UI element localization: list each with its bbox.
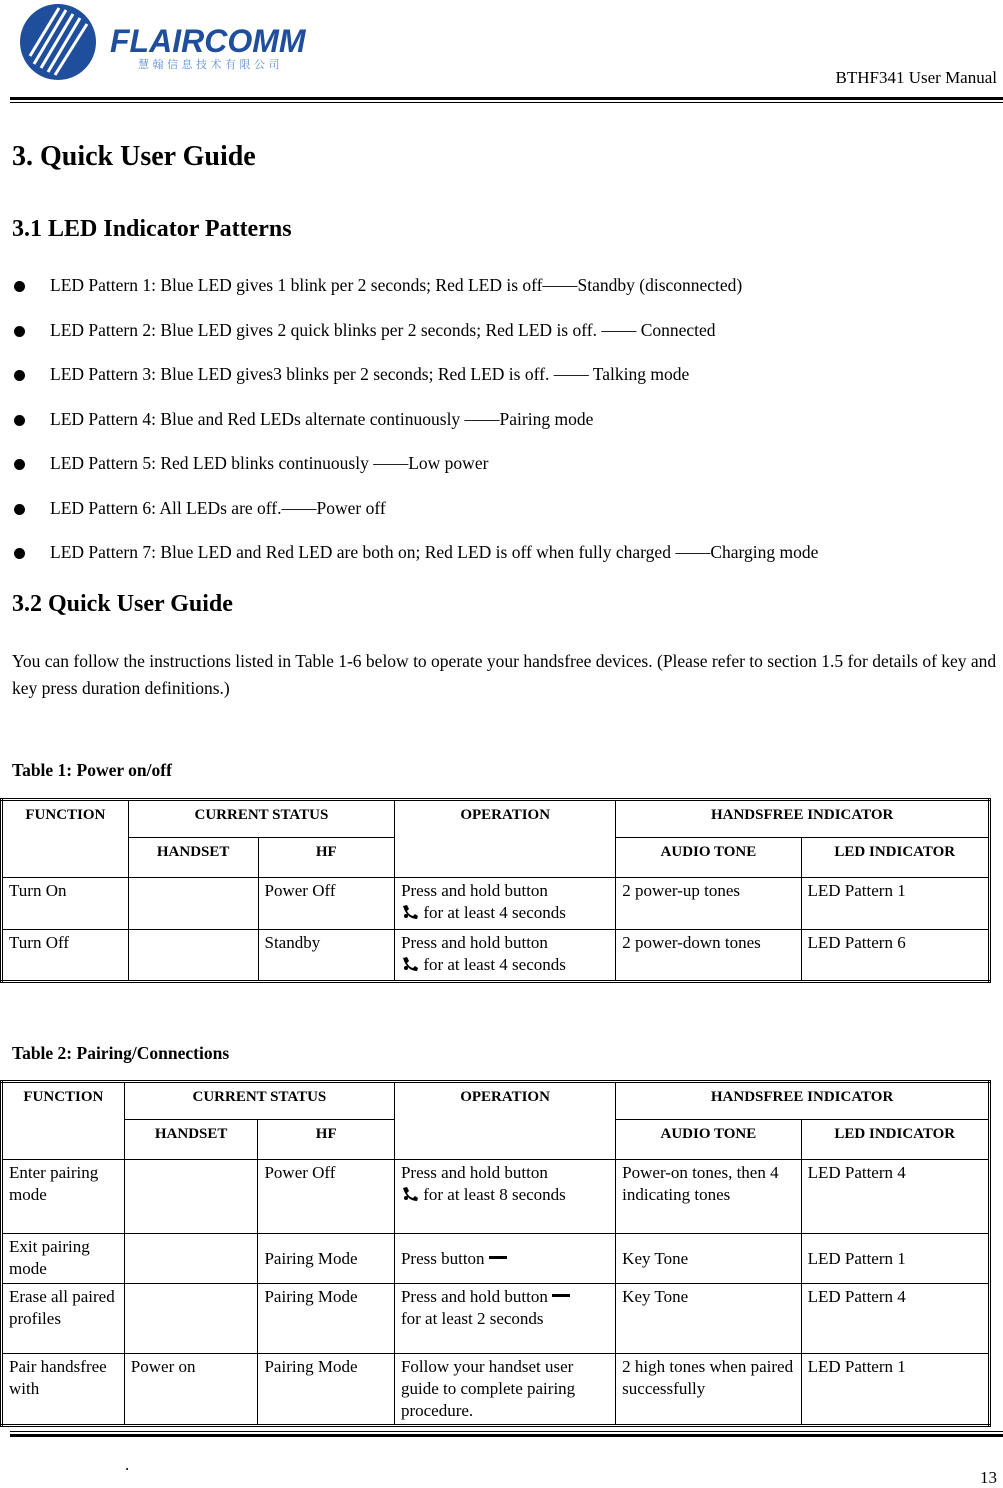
bullet-icon bbox=[14, 370, 25, 381]
footer-rule-thin bbox=[10, 1431, 1003, 1432]
header-hf: HF bbox=[258, 1120, 395, 1160]
logo-wordmark: FLAIRCOMM bbox=[110, 23, 306, 59]
header-function: FUNCTION bbox=[2, 800, 129, 878]
list-item: LED Pattern 3: Blue LED gives3 blinks per 2 seconds; Red LED is off. —— Talking mode bbox=[14, 364, 818, 409]
phone-handset-icon bbox=[401, 956, 419, 972]
power-table bbox=[0, 798, 991, 983]
list-item: LED Pattern 1: Blue LED gives 1 blink per 2 seconds; Red LED is off——Standby (disconnected) bbox=[14, 275, 818, 320]
header-led-indicator: LED INDICATOR bbox=[801, 1120, 989, 1160]
bullet-icon bbox=[14, 415, 25, 426]
page-number: 13 bbox=[980, 1468, 997, 1487]
header-handsfree-indicator: HANDSFREE INDICATOR bbox=[616, 1082, 990, 1120]
bullet-icon bbox=[14, 281, 25, 292]
intro-paragraph: You can follow the instructions listed in Table 1-6 below to operate your handsfree devices. (Please refer to section 1.5 for details of key and key press duration definitions.) bbox=[12, 651, 997, 698]
table-row: Enter pairing mode Power Off Press and hold button for at least 8 seconds Power-on tones, then 4 indicating tones LED Pattern 4 bbox=[2, 1160, 990, 1234]
bullet-icon bbox=[14, 548, 25, 559]
header-handsfree-indicator: HANDSFREE INDICATOR bbox=[616, 800, 990, 838]
phone-handset-icon bbox=[401, 904, 419, 920]
header-operation: OPERATION bbox=[395, 800, 616, 878]
company-logo bbox=[14, 2, 314, 82]
footer-rule bbox=[10, 1434, 1003, 1437]
footer-mark: . bbox=[125, 1455, 130, 1474]
header-rule-thin bbox=[10, 102, 1003, 103]
header-operation: OPERATION bbox=[394, 1082, 615, 1160]
table-row: Exit pairing mode Pairing Mode Press button Key Tone LED Pattern 1 bbox=[2, 1234, 990, 1284]
bullet-icon bbox=[14, 459, 25, 470]
header-audio-tone: AUDIO TONE bbox=[616, 1120, 801, 1160]
section-3-1-heading: 3.1 LED Indicator Patterns bbox=[12, 216, 292, 242]
dash-button-icon bbox=[489, 1256, 507, 1259]
bullet-icon bbox=[14, 326, 25, 337]
header-audio-tone: AUDIO TONE bbox=[616, 838, 801, 878]
table-2-caption: Table 2: Pairing/Connections bbox=[12, 1043, 230, 1063]
table-row: Erase all paired profiles Pairing Mode Press and hold button for at least 2 seconds Key Tone LED Pattern 4 bbox=[2, 1284, 990, 1354]
led-pattern-list bbox=[14, 275, 818, 587]
list-item: LED Pattern 6: All LEDs are off.——Power off bbox=[14, 498, 818, 543]
table-row: Turn On Power Off Press and hold button for at least 4 seconds 2 power-up tones LED Pattern 1 bbox=[2, 878, 990, 930]
header-led-indicator: LED INDICATOR bbox=[801, 838, 989, 878]
header-current-status: CURRENT STATUS bbox=[128, 800, 394, 838]
list-item: LED Pattern 5: Red LED blinks continuously ——Low power bbox=[14, 453, 818, 498]
section-3-2-heading: 3.2 Quick User Guide bbox=[12, 591, 233, 617]
list-item: LED Pattern 2: Blue LED gives 2 quick blinks per 2 seconds; Red LED is off. —— Connected bbox=[14, 320, 818, 365]
header-handset: HANDSET bbox=[128, 838, 258, 878]
bullet-icon bbox=[14, 504, 25, 515]
table-row: Pair handsfree with Power on Pairing Mode Follow your handset user guide to complete pairing procedure. 2 high tones when paired successfully LED Pattern 1 bbox=[2, 1354, 990, 1426]
pairing-table bbox=[0, 1080, 991, 1427]
table-row: Turn Off Standby Press and hold button for at least 4 seconds 2 power-down tones LED Pattern 6 bbox=[2, 930, 990, 982]
header-function: FUNCTION bbox=[2, 1082, 125, 1160]
header-current-status: CURRENT STATUS bbox=[124, 1082, 394, 1120]
section-3-heading: 3. Quick User Guide bbox=[12, 141, 256, 172]
header-hf: HF bbox=[258, 838, 395, 878]
header-rule bbox=[10, 97, 1003, 100]
header-handset: HANDSET bbox=[124, 1120, 258, 1160]
logo-subtext: 慧 翰 信 息 技 术 有 限 公 司 bbox=[138, 58, 280, 71]
list-item: LED Pattern 4: Blue and Red LEDs alternate continuously ——Pairing mode bbox=[14, 409, 818, 454]
list-item: LED Pattern 7: Blue LED and Red LED are both on; Red LED is off when fully charged ——Charging mode bbox=[14, 542, 818, 587]
table-1-caption: Table 1: Power on/off bbox=[12, 760, 172, 780]
dash-button-icon bbox=[552, 1294, 570, 1297]
phone-handset-icon bbox=[401, 1186, 419, 1202]
document-title: BTHF341 User Manual bbox=[835, 68, 997, 87]
